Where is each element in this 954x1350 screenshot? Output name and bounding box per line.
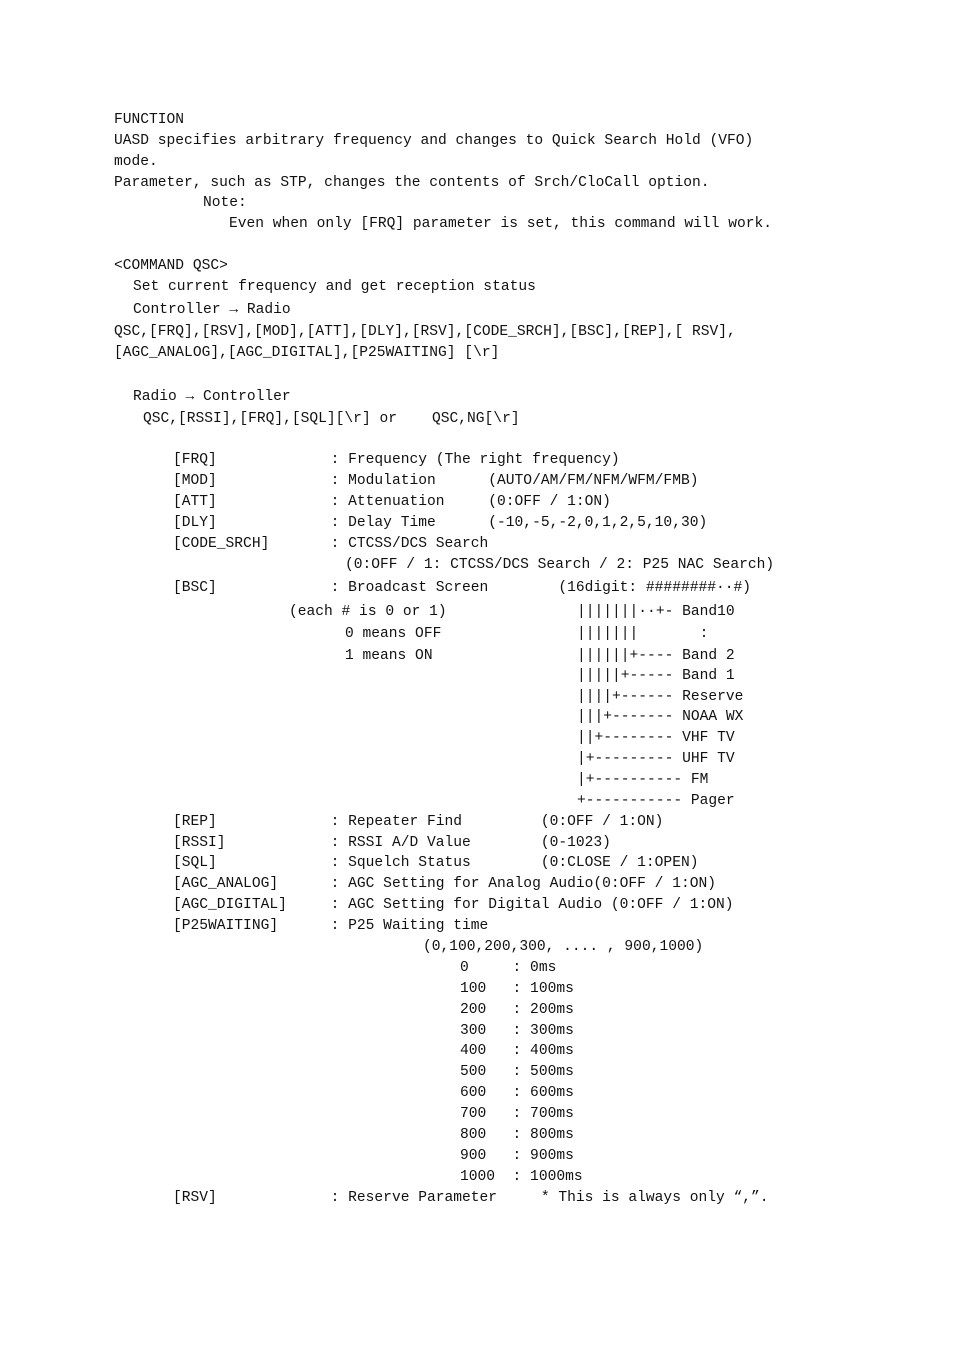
p25-value-row: 1000 : 1000ms — [460, 1169, 583, 1185]
function-heading: FUNCTION — [114, 112, 185, 128]
param-agc-digital: [AGC_DIGITAL] : AGC Setting for Digital Audio (0:OFF / 1:ON) — [173, 897, 734, 913]
command-description: Set current frequency and get reception status — [133, 279, 536, 295]
direction-radio-to-controller: Radio → Controller — [133, 389, 291, 405]
bsc-bit-diagram-line: ||||||+---- Band 2 — [577, 648, 735, 664]
param-code-srch: [CODE_SRCH] : CTCSS/DCS Search — [173, 536, 489, 552]
bsc-bit-diagram-line: ||||+------ Reserve — [577, 689, 744, 705]
param-bsc: [BSC] : Broadcast Screen (16digit: ########··#) — [173, 580, 752, 596]
p25-value-row: 500 : 500ms — [460, 1064, 574, 1080]
bsc-note: 0 means OFF — [345, 626, 442, 642]
bsc-bit-diagram-line: |+---------- FM — [577, 772, 709, 788]
bsc-note: (each # is 0 or 1) — [289, 604, 447, 620]
function-description-line: UASD specifies arbitrary frequency and changes to Quick Search Hold (VFO) — [114, 133, 754, 149]
function-description-line: Parameter, such as STP, changes the contents of Srch/CloCall option. — [114, 175, 710, 191]
param-rsv: [RSV] : Reserve Parameter * This is always only “,”. — [173, 1190, 769, 1206]
bsc-bit-diagram-line: |||||+----- Band 1 — [577, 668, 735, 684]
note-label: Note: — [203, 195, 247, 211]
p25-value-row: 0 : 0ms — [460, 960, 557, 976]
p25-value-row: 600 : 600ms — [460, 1085, 574, 1101]
param-att: [ATT] : Attenuation (0:OFF / 1:ON) — [173, 494, 611, 510]
command-heading: <COMMAND QSC> — [114, 258, 228, 274]
p25-value-row: 800 : 800ms — [460, 1127, 574, 1143]
p25-value-row: 400 : 400ms — [460, 1043, 574, 1059]
param-mod: [MOD] : Modulation (AUTO/AM/FM/NFM/WFM/FMB) — [173, 473, 699, 489]
bsc-bit-diagram-line: ||||||| : — [577, 626, 709, 642]
note-text: Even when only [FRQ] parameter is set, this command will work. — [229, 216, 772, 232]
param-rep: [REP] : Repeater Find (0:OFF / 1:ON) — [173, 814, 664, 830]
p25-value-row: 900 : 900ms — [460, 1148, 574, 1164]
param-agc-analog: [AGC_ANALOG] : AGC Setting for Analog Audio(0:OFF / 1:ON) — [173, 876, 716, 892]
bsc-bit-diagram-line: |||+------- NOAA WX — [577, 709, 744, 725]
bsc-bit-diagram-line: ||+-------- VHF TV — [577, 730, 735, 746]
p25-value-row: 300 : 300ms — [460, 1023, 574, 1039]
bsc-bit-diagram-line: |+--------- UHF TV — [577, 751, 735, 767]
param-p25waiting: [P25WAITING] : P25 Waiting time — [173, 918, 489, 934]
param-sql: [SQL] : Squelch Status (0:CLOSE / 1:OPEN) — [173, 855, 699, 871]
param-dly: [DLY] : Delay Time (-10,-5,-2,0,1,2,5,10,30) — [173, 515, 708, 531]
p25-value-row: 700 : 700ms — [460, 1106, 574, 1122]
function-description-line: mode. — [114, 154, 158, 170]
param-rssi: [RSSI] : RSSI A/D Value (0-1023) — [173, 835, 611, 851]
direction-controller-to-radio: Controller → Radio — [133, 302, 291, 318]
bsc-bit-diagram-line: +----------- Pager — [577, 793, 735, 809]
p25-value-row: 100 : 100ms — [460, 981, 574, 997]
bsc-note: 1 means ON — [345, 648, 433, 664]
param-code-srch-values: (0:OFF / 1: CTCSS/DCS Search / 2: P25 NAC Search) — [345, 557, 775, 573]
p25-value-row: 200 : 200ms — [460, 1002, 574, 1018]
response-syntax: QSC,[RSSI],[FRQ],[SQL][\r] or QSC,NG[\r] — [143, 411, 520, 427]
param-frq: [FRQ] : Frequency (The right frequency) — [173, 452, 620, 468]
command-syntax-line: [AGC_ANALOG],[AGC_DIGITAL],[P25WAITING] [\r] — [114, 345, 500, 361]
command-syntax-line: QSC,[FRQ],[RSV],[MOD],[ATT],[DLY],[RSV],[CODE_SRCH],[BSC],[REP],[ RSV], — [114, 324, 736, 340]
bsc-bit-diagram-line: |||||||··+- Band10 — [577, 604, 735, 620]
p25-range: (0,100,200,300, .... , 900,1000) — [423, 939, 704, 955]
